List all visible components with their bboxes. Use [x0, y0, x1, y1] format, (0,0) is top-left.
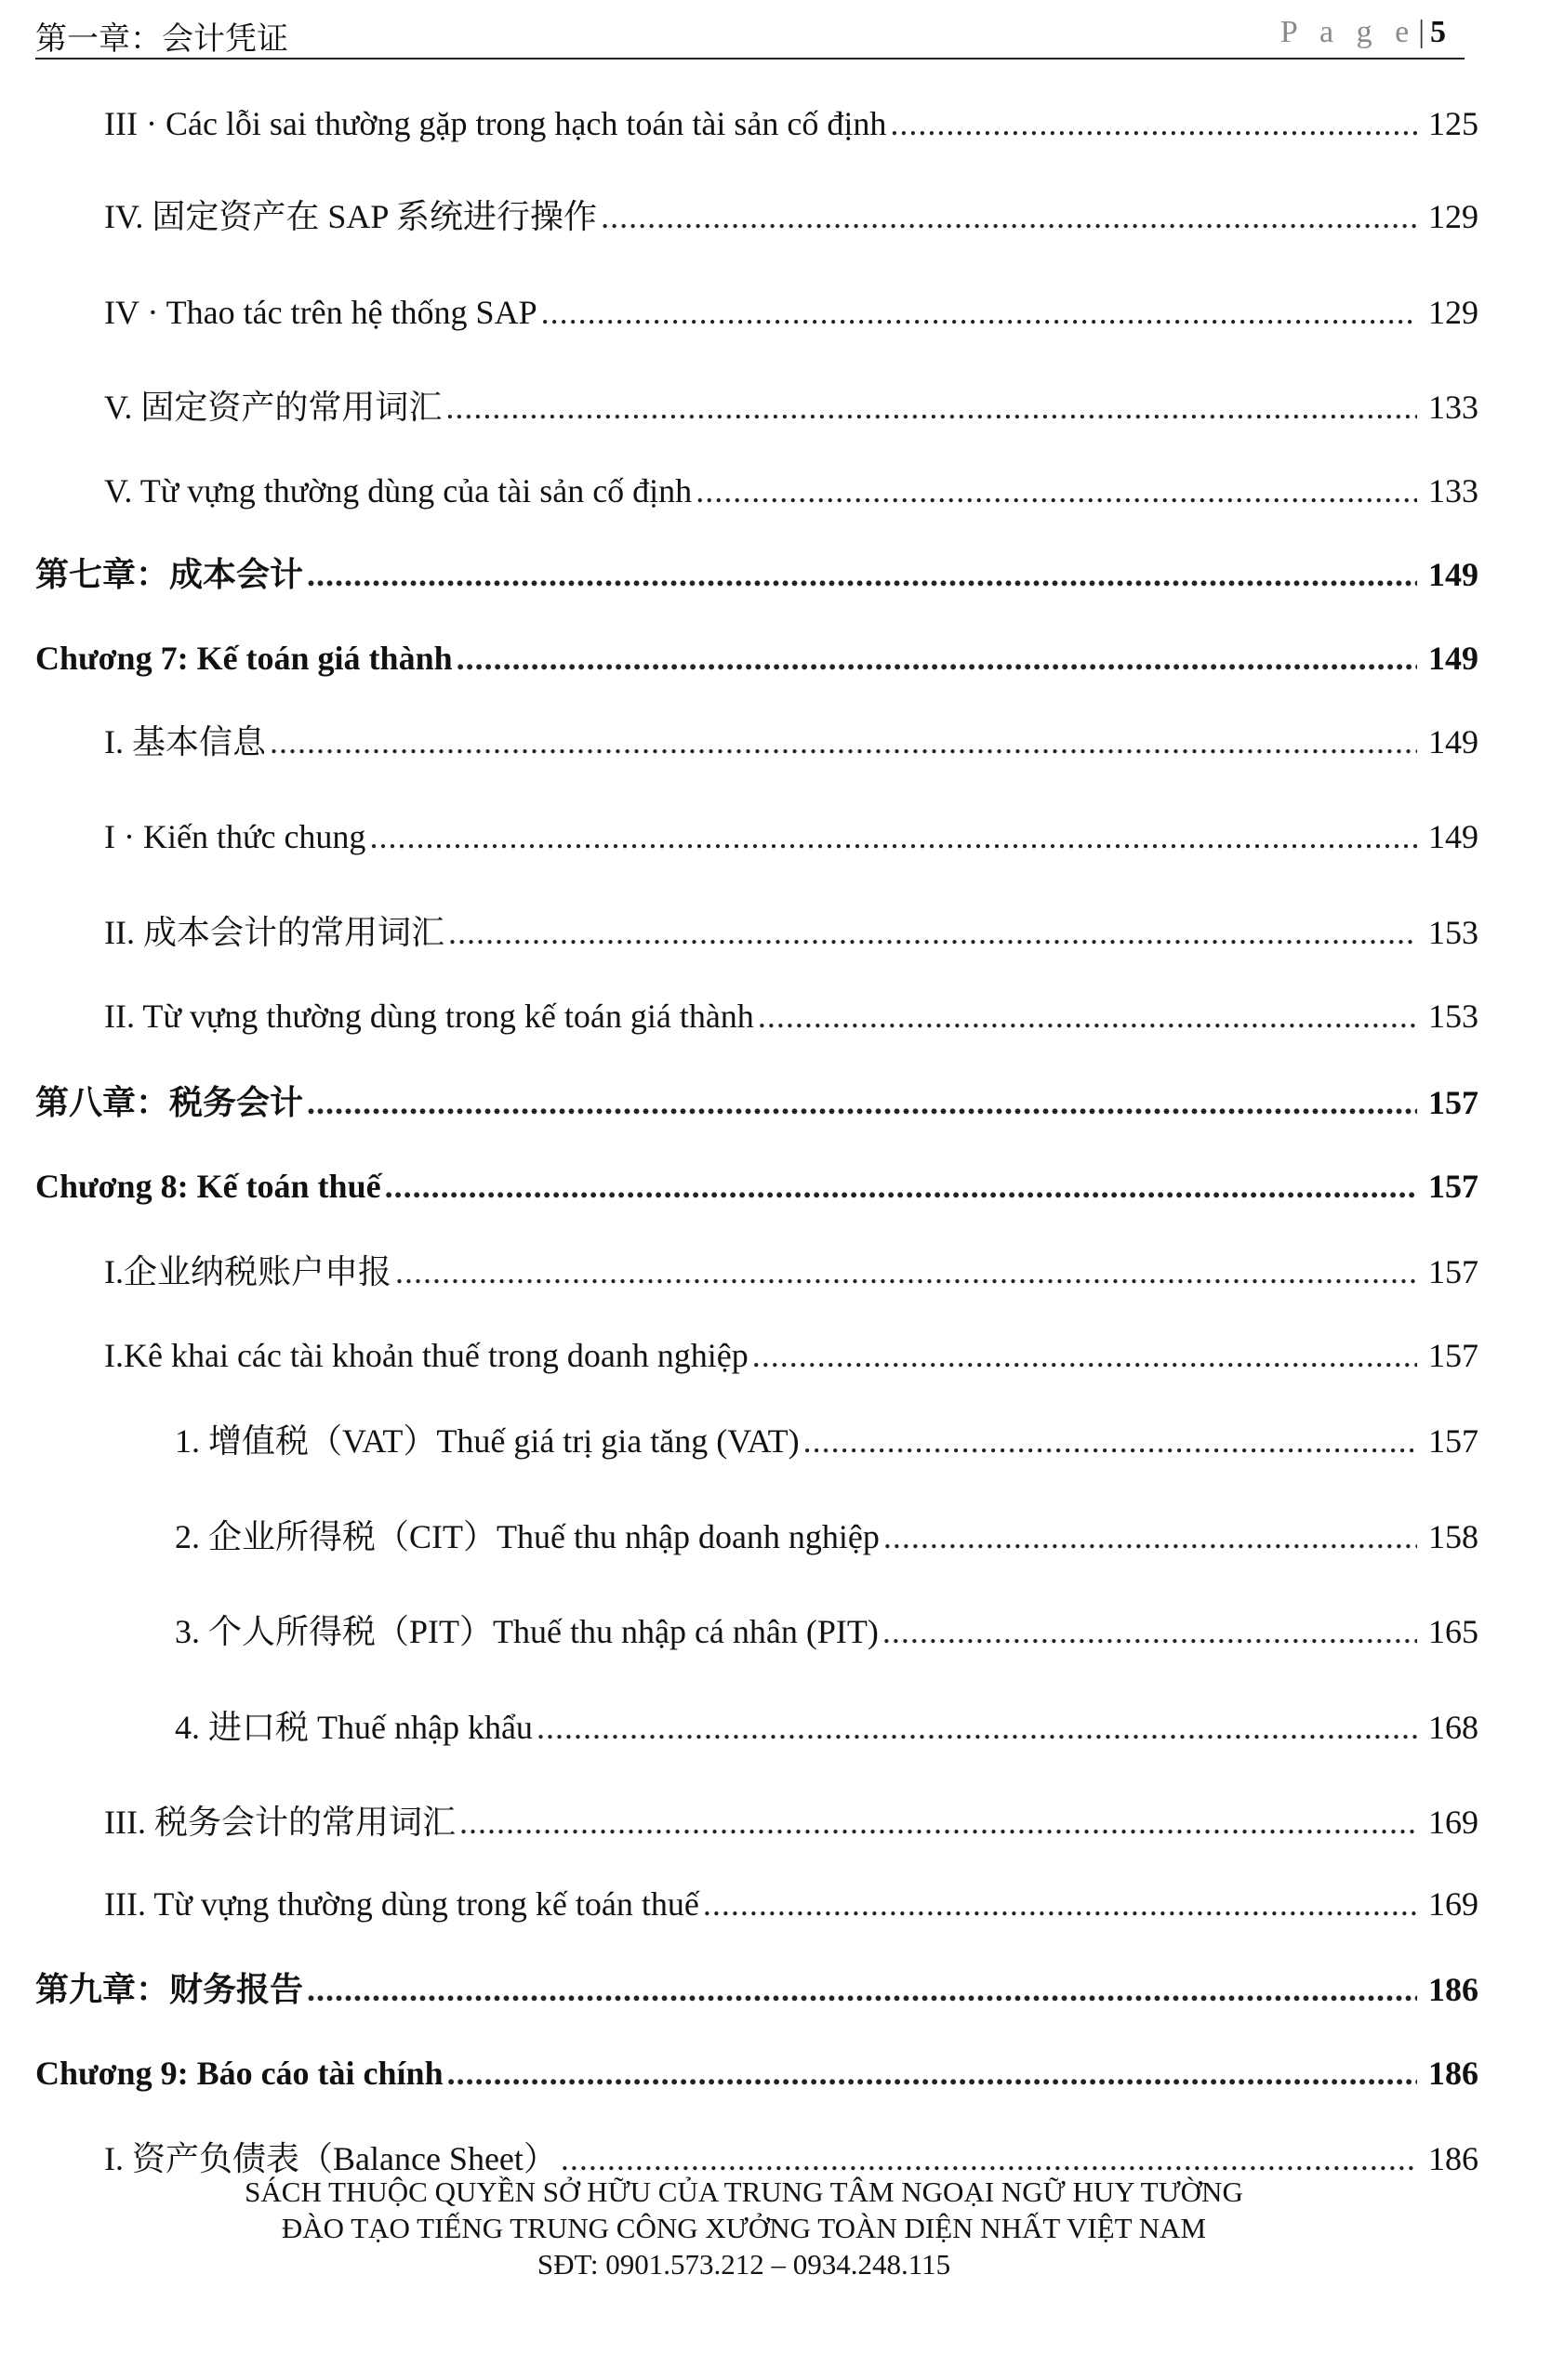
- toc-entry[interactable]: [0, 1246, 1551, 1298]
- page-label: P a g e: [1279, 15, 1417, 49]
- toc-entry[interactable]: [0, 1796, 1551, 1848]
- toc-entry-title: I · Kiến thức chung: [104, 818, 366, 855]
- page-number: 5: [1430, 15, 1446, 49]
- toc-dot-leader: [883, 1511, 1417, 1563]
- toc-entry-title: II. Từ vựng thường dùng trong kế toán giá thành: [104, 998, 754, 1035]
- toc-dot-leader: [448, 906, 1417, 959]
- toc-dot-leader: [803, 1415, 1417, 1467]
- toc-dot-leader: [307, 549, 1417, 601]
- toc-entry-page: 157: [1428, 1168, 1478, 1205]
- toc-entry-title: I.企业纳税账户申报: [104, 1253, 391, 1290]
- toc-entry-page: 158: [1428, 1518, 1478, 1555]
- toc-dot-leader: [270, 716, 1417, 768]
- toc-entry-title: 2. 企业所得税（CIT）Thuế thu nhập doanh nghiệp: [175, 1518, 880, 1555]
- toc-entry[interactable]: [0, 1511, 1551, 1563]
- toc-dot-leader: [395, 1246, 1417, 1298]
- toc-entry-page: 129: [1428, 294, 1478, 331]
- toc-entry-title: 第八章：税务会计: [35, 1084, 304, 1121]
- toc-entry-page: 165: [1428, 1613, 1478, 1650]
- toc-entry-page: 157: [1428, 1253, 1478, 1290]
- toc-dot-leader: [447, 2047, 1417, 2099]
- toc-dot-leader: [758, 990, 1417, 1042]
- toc-entry-title: I. 资产负债表（Balance Sheet）: [104, 2140, 557, 2177]
- toc-entry-title: V. 固定资产的常用词汇: [104, 389, 443, 426]
- toc-entry-title: 第九章：财务报告: [35, 1971, 304, 2008]
- toc-dot-leader: [385, 1160, 1417, 1212]
- toc-entry-page: 133: [1428, 472, 1478, 509]
- toc-entry-page: 129: [1428, 198, 1478, 235]
- footer-phone-line: SĐT: 0901.573.212 – 0934.248.115: [537, 2248, 951, 2281]
- toc-entry[interactable]: [0, 381, 1551, 433]
- toc-entry-page: 169: [1428, 1885, 1478, 1923]
- toc-entry-title: III. Từ vựng thường dùng trong kế toán thuế: [104, 1885, 699, 1923]
- toc-entry-page: 168: [1428, 1709, 1478, 1746]
- toc-entry[interactable]: [0, 632, 1551, 684]
- footer-center-line: ĐÀO TẠO TIẾNG TRUNG CÔNG XƯỞNG TOÀN DIỆN NHẤT VIỆT NAM: [281, 2212, 1207, 2244]
- toc-dot-leader: [445, 381, 1417, 433]
- toc-entry-page: 186: [1428, 1971, 1478, 2008]
- toc-entry-page: 133: [1428, 389, 1478, 426]
- toc-entry[interactable]: [0, 990, 1551, 1042]
- toc-entry[interactable]: [0, 465, 1551, 517]
- toc-dot-leader: [457, 632, 1417, 684]
- toc-entry-page: 157: [1428, 1337, 1478, 1374]
- toc-entry[interactable]: [0, 1415, 1551, 1467]
- toc-entry[interactable]: [0, 191, 1551, 243]
- footer-copyright-line: SÁCH THUỘC QUYỀN SỞ HỮU CỦA TRUNG TÂM NGOẠI NGỮ HUY TƯỜNG: [245, 2175, 1243, 2208]
- toc-entry[interactable]: [0, 286, 1551, 338]
- toc-entry-page: 149: [1428, 556, 1478, 593]
- toc-entry[interactable]: [0, 549, 1551, 601]
- toc-entry-page: 149: [1428, 640, 1478, 677]
- toc-entry-page: 125: [1428, 105, 1478, 142]
- toc-dot-leader: [459, 1796, 1417, 1848]
- toc-entry[interactable]: [0, 1964, 1551, 2016]
- toc-dot-leader: [882, 1606, 1417, 1658]
- toc-dot-leader: [537, 1701, 1417, 1753]
- toc-entry[interactable]: [0, 1701, 1551, 1753]
- toc-entry-title: Chương 7: Kế toán giá thành: [35, 640, 453, 677]
- header-page-indicator: [1280, 15, 1446, 50]
- toc-entry[interactable]: [0, 811, 1551, 863]
- toc-entry-title: 4. 进口税 Thuế nhập khẩu: [175, 1709, 533, 1746]
- toc-entry-title: III. 税务会计的常用词汇: [104, 1804, 456, 1841]
- toc-entry[interactable]: [0, 2047, 1551, 2099]
- toc-entry-title: Chương 9: Báo cáo tài chính: [35, 2055, 444, 2092]
- toc-entry[interactable]: [0, 1077, 1551, 1129]
- toc-entry[interactable]: [0, 716, 1551, 768]
- toc-entry[interactable]: [0, 1606, 1551, 1658]
- toc-dot-leader: [307, 1077, 1417, 1129]
- toc-entry-page: 153: [1428, 914, 1478, 951]
- toc-entry[interactable]: [0, 1878, 1551, 1930]
- toc-entry-title: Chương 8: Kế toán thuế: [35, 1168, 381, 1205]
- toc-entry-page: 169: [1428, 1804, 1478, 1841]
- toc-entry-page: 149: [1428, 723, 1478, 760]
- toc-dot-leader: [696, 465, 1417, 517]
- page-footer: [0, 2174, 1488, 2282]
- toc-entry-title: III · Các lỗi sai thường gặp trong hạch toán tài sản cố định: [104, 105, 887, 142]
- toc-entry-page: 186: [1428, 2055, 1478, 2092]
- page-header: [35, 9, 1465, 60]
- toc-dot-leader: [890, 98, 1417, 150]
- page-separator: |: [1418, 15, 1425, 49]
- toc-entry-page: 157: [1428, 1422, 1478, 1460]
- toc-entry-title: IV. 固定资产在 SAP 系统进行操作: [104, 198, 598, 235]
- toc-entry-title: I. 基本信息: [104, 723, 266, 760]
- toc-entry-title: II. 成本会计的常用词汇: [104, 914, 444, 951]
- toc-entry-page: 153: [1428, 998, 1478, 1035]
- toc-entry-title: V. Từ vựng thường dùng của tài sản cố định: [104, 472, 693, 509]
- toc-entry-title: 第七章：成本会计: [35, 556, 304, 593]
- toc-entry[interactable]: [0, 1160, 1551, 1212]
- header-chapter-title: 第一章：会计凭证: [35, 20, 288, 58]
- toc-entry-title: 1. 增值税（VAT）Thuế giá trị gia tăng (VAT): [175, 1422, 800, 1460]
- toc-dot-leader: [601, 191, 1417, 243]
- toc-entry-page: 149: [1428, 818, 1478, 855]
- toc-entry-title: 3. 个人所得税（PIT）Thuế thu nhập cá nhân (PIT): [175, 1613, 879, 1650]
- toc-dot-leader: [541, 286, 1417, 338]
- toc-dot-leader: [369, 811, 1417, 863]
- toc-entry[interactable]: [0, 1329, 1551, 1382]
- toc-dot-leader: [307, 1964, 1417, 2016]
- toc-entry-title: IV · Thao tác trên hệ thống SAP: [104, 294, 537, 331]
- toc-dot-leader: [703, 1878, 1417, 1930]
- toc-entry-title: I.Kê khai các tài khoản thuế trong doanh nghiệp: [104, 1337, 749, 1374]
- toc-dot-leader: [752, 1329, 1417, 1382]
- toc-entry[interactable]: [0, 98, 1551, 150]
- toc-entry-page: 186: [1428, 2140, 1478, 2177]
- toc-entry-page: 157: [1428, 1084, 1478, 1121]
- toc-entry[interactable]: [0, 906, 1551, 959]
